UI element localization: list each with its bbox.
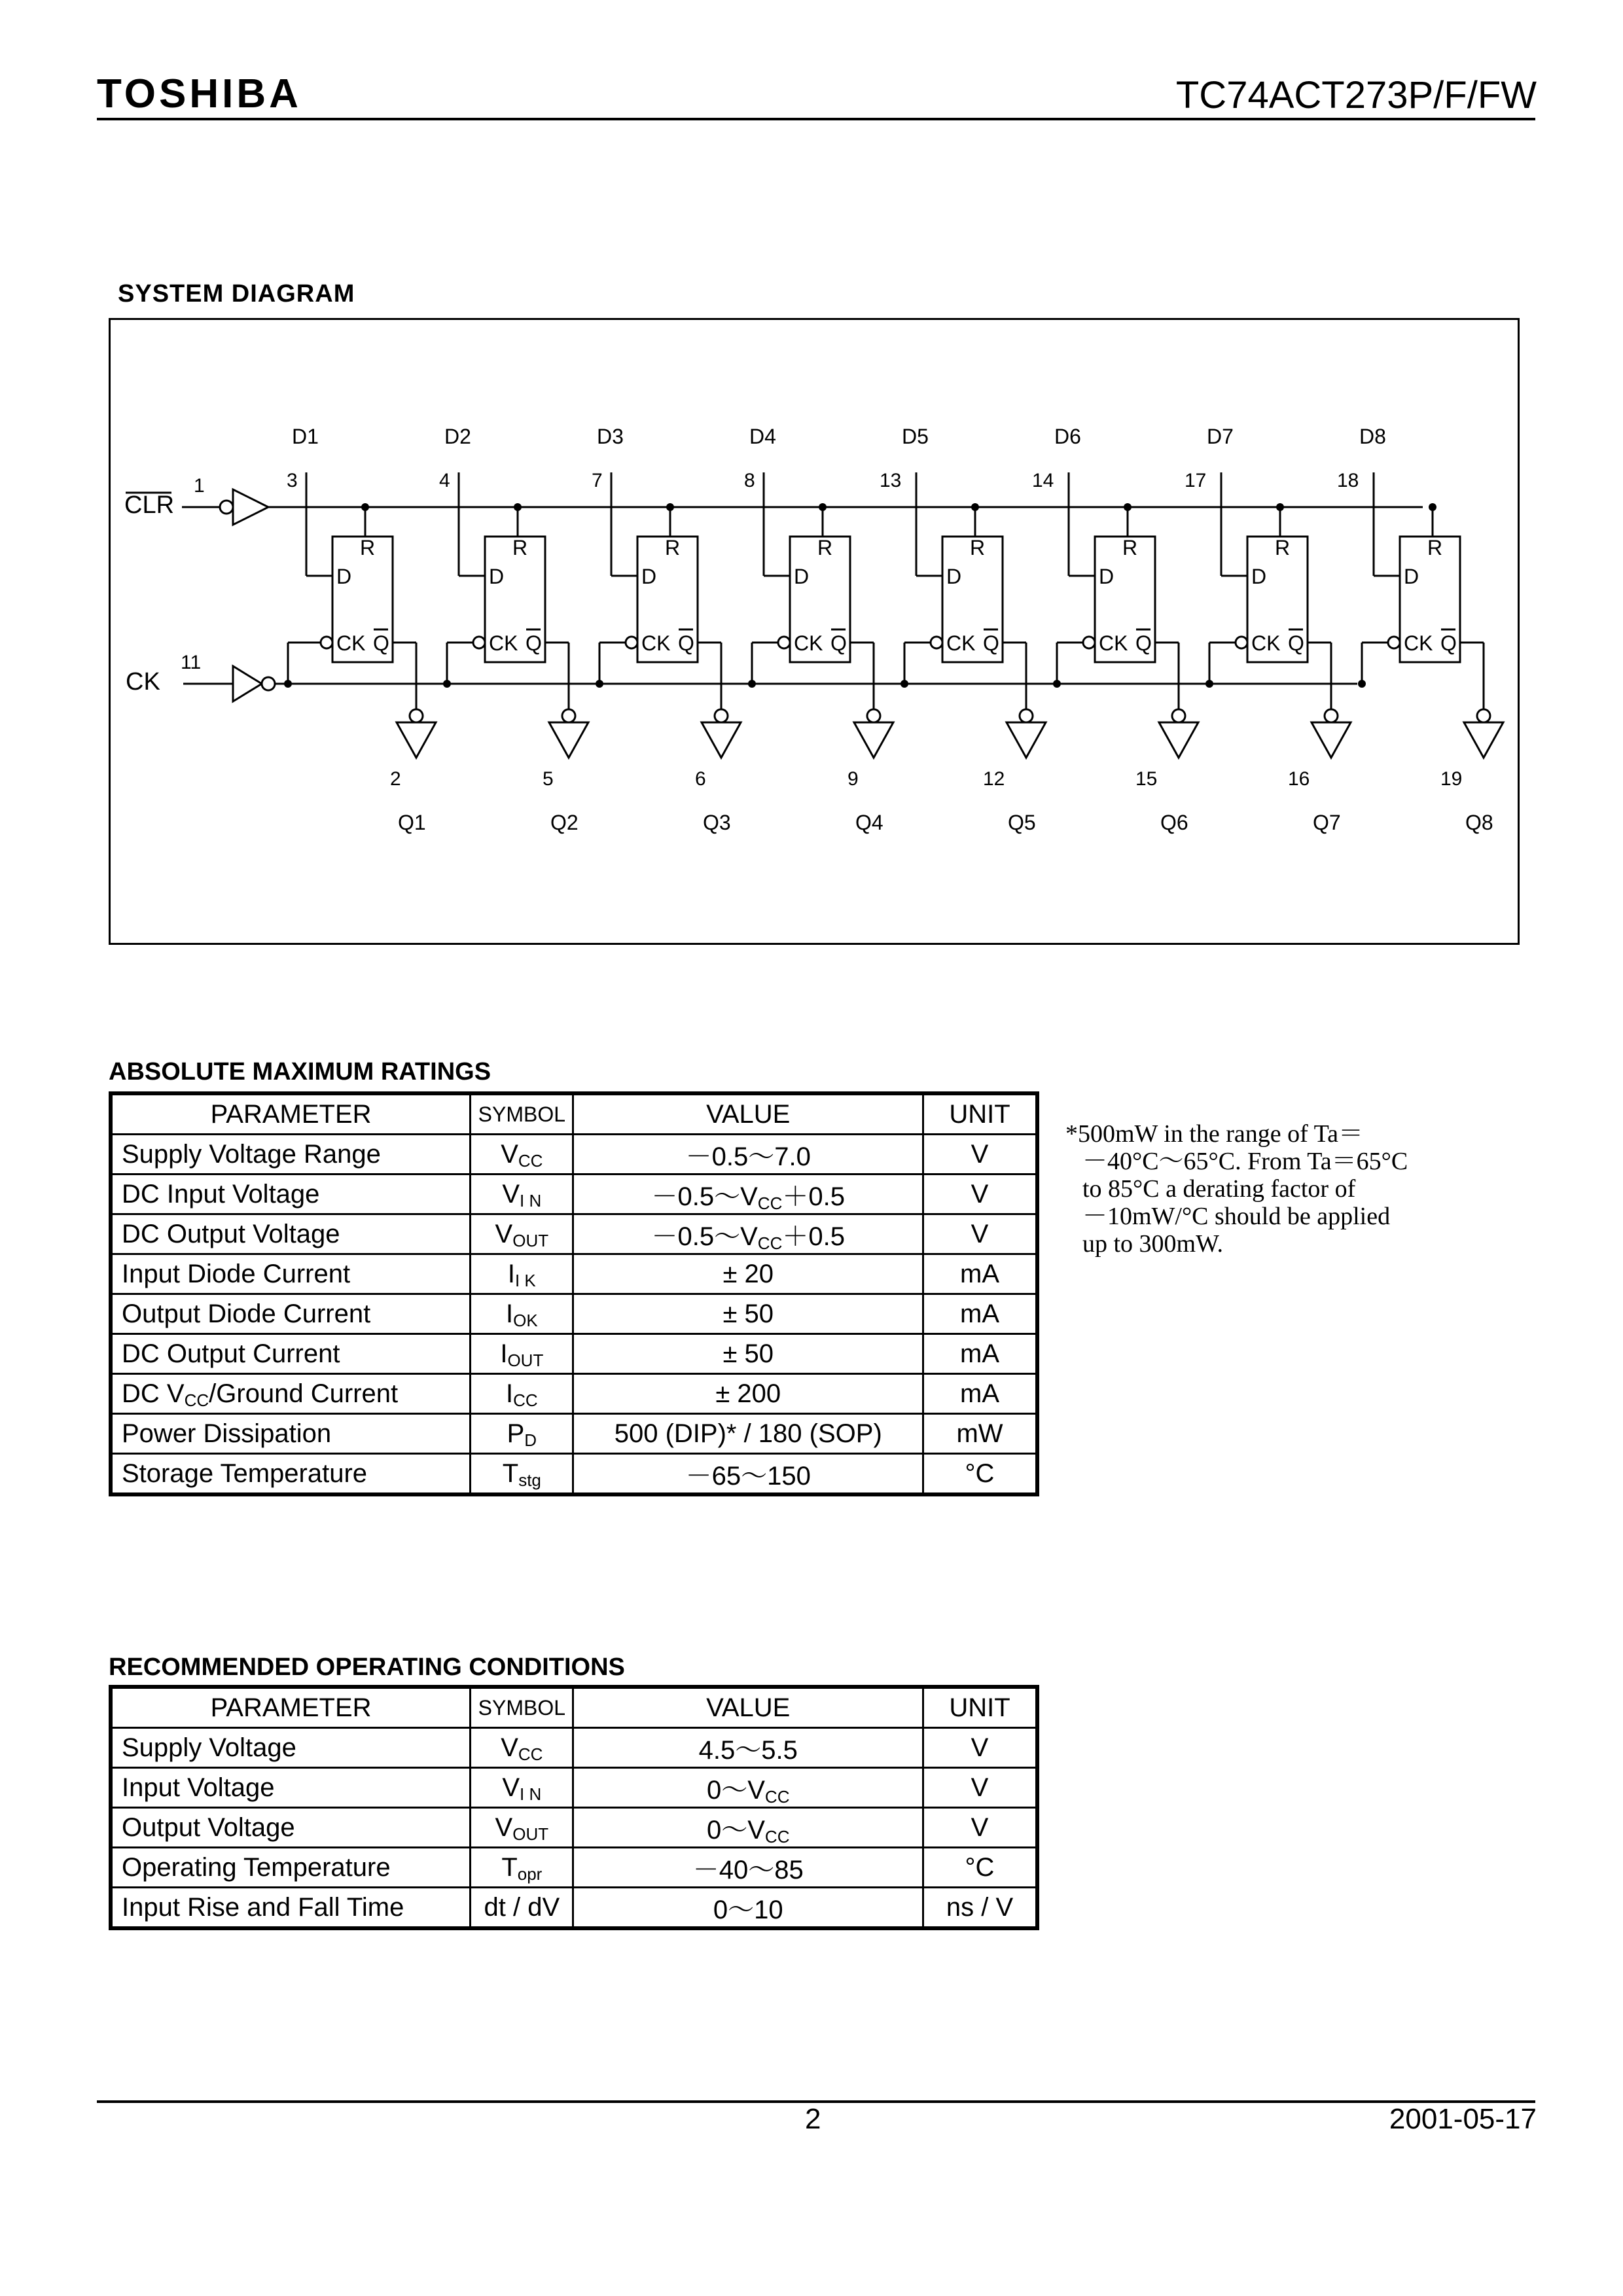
header-parameter: PARAMETER [111,1687,471,1728]
cell-unit: V [923,1174,1038,1214]
table-row [111,1374,1037,1414]
output-buffer [1159,722,1198,758]
footnote-line: to 85°C a derating factor of [1082,1175,1356,1203]
cell-parameter: Operating Temperature [111,1848,471,1888]
ff-data-label: D [489,565,505,588]
cell-parameter: DC $V_{CC}$/Ground Current [111,1374,471,1414]
output-inversion-bubble [410,709,423,722]
d-signal-label: D7 [1207,425,1234,448]
q-signal-label: Q4 [855,811,883,834]
ff-data-label: D [794,565,810,588]
table-row [111,1294,1037,1334]
d-pin-number: 17 [1185,470,1207,491]
q-pin-number: 16 [1288,768,1310,790]
cell-unit: mA [923,1254,1038,1294]
d-pin-number: 7 [592,470,603,491]
output-inversion-bubble [1477,709,1490,722]
header-symbol: SYMBOL [471,1093,573,1135]
cell-symbol: $I_{OUT}$ [471,1334,573,1374]
footnote-line: －10mW/°C should be applied [1082,1203,1391,1230]
ff-reset-label: R [970,536,986,559]
cell-parameter: Power Dissipation [111,1414,471,1454]
q-signal-label: Q7 [1313,811,1341,834]
part-number: TC74ACT273P/F/FW [1175,74,1537,116]
ff-clock-label: CK [946,631,976,655]
ff-reset-label: R [360,536,376,559]
table-row [111,1728,1037,1768]
table-row [111,1848,1037,1888]
cell-unit: V [923,1808,1038,1848]
ff-output-label: Q [526,631,542,655]
d-pin-number: 4 [439,470,450,491]
ff-clock-label: CK [1404,631,1433,655]
ff-reset-label: R [817,536,833,559]
header-parameter: PARAMETER [111,1093,471,1135]
ck-label: CK [126,668,160,696]
brand-logo: TOSHIBA [97,71,302,116]
cell-parameter: DC Output Voltage [111,1214,471,1254]
cell-parameter: Output Diode Current [111,1294,471,1334]
cell-parameter: Input Diode Current [111,1254,471,1294]
clr-inversion-bubble [220,501,233,514]
output-inversion-bubble [1172,709,1185,722]
cell-unit: mW [923,1414,1038,1454]
d-signal-label: D1 [292,425,319,448]
d-signal-label: D2 [444,425,471,448]
ff-data-label: D [1404,565,1419,588]
output-inversion-bubble [1325,709,1338,722]
cell-value: ± 20 [573,1254,923,1294]
table-row [111,1135,1037,1174]
ff-output-label: Q [1288,631,1304,655]
ck-inversion-bubble [1236,637,1247,648]
table-row [111,1414,1037,1454]
table-row [111,1214,1037,1254]
cell-value: 4.5～5.5 [573,1728,923,1768]
d-pin-number: 13 [880,470,902,491]
d-signal-label: D4 [749,425,776,448]
ff-data-label: D [641,565,657,588]
d-pin-number: 3 [287,470,298,491]
q-signal-label: Q6 [1160,811,1188,834]
cell-symbol: $I_{OK}$ [471,1294,573,1334]
output-buffer [1311,722,1351,758]
cell-symbol: $T_{stg}$ [471,1454,573,1495]
cell-symbol: $V_{I N}$ [471,1768,573,1808]
q-pin-number: 2 [390,768,401,790]
table-row [111,1334,1037,1374]
ck-inversion-bubble [262,677,275,690]
header-unit: UNIT [923,1687,1038,1728]
ff-output-label: Q [1440,631,1457,655]
q-pin-number: 5 [543,768,554,790]
roc-table [109,1685,1039,1930]
output-buffer [1007,722,1046,758]
table-row [111,1888,1037,1929]
table-header-row [111,1093,1037,1135]
ff-output-label: Q [373,631,389,655]
cell-parameter: Supply Voltage [111,1728,471,1768]
ff-data-label: D [946,565,962,588]
power-dissipation-footnote [1065,1120,1497,1258]
table-row [111,1768,1037,1808]
q-signal-label: Q3 [703,811,731,834]
cell-unit: mA [923,1374,1038,1414]
ck-inversion-bubble [473,637,485,648]
output-buffer [702,722,741,758]
footnote-line: *500mW in the range of Ta＝ [1065,1120,1363,1148]
footnote-line: －40°C～65°C. From Ta＝65°C [1082,1148,1408,1175]
cell-symbol: $I_{I K}$ [471,1254,573,1294]
ff-clock-label: CK [794,631,823,655]
cell-value: $-0.5\sim V_{CC}+0.5$ [573,1214,923,1254]
ck-inversion-bubble [321,637,332,648]
table-row [111,1254,1037,1294]
clr-pin: 1 [194,475,205,497]
d-pin-number: 18 [1337,470,1359,491]
ck-inversion-bubble [1083,637,1095,648]
ff-reset-label: R [1122,536,1138,559]
cell-value: 500 (DIP)* / 180 (SOP) [573,1414,923,1454]
output-inversion-bubble [1020,709,1033,722]
cell-symbol: $P_D$ [471,1414,573,1454]
header-value: VALUE [573,1687,923,1728]
ck-inversion-bubble [1388,637,1400,648]
ff-reset-label: R [512,536,528,559]
ff-reset-label: R [1275,536,1291,559]
footnote-line: up to 300mW. [1082,1230,1223,1258]
cell-unit: V [923,1728,1038,1768]
ff-reset-label: R [1427,536,1443,559]
output-inversion-bubble [562,709,575,722]
cell-symbol: $V_{I N}$ [471,1174,573,1214]
cell-value: $-0.5\sim V_{CC}+0.5$ [573,1174,923,1214]
ff-output-label: Q [830,631,847,655]
roc-title: RECOMMENDED OPERATING CONDITIONS [109,1653,625,1681]
cell-symbol: $V_{OUT}$ [471,1214,573,1254]
cell-unit: mA [923,1334,1038,1374]
cell-value: ± 200 [573,1374,923,1414]
cell-symbol: $V_{CC}$ [471,1135,573,1174]
output-buffer [549,722,588,758]
ff-clock-label: CK [336,631,366,655]
ff-output-label: Q [1135,631,1152,655]
output-buffer [1464,722,1503,758]
ff-data-label: D [1251,565,1267,588]
q-pin-number: 19 [1440,768,1463,790]
output-buffer [397,722,436,758]
ff-output-label: Q [678,631,694,655]
revision-date: 2001-05-17 [1389,2103,1537,2135]
d-signal-label: D8 [1359,425,1386,448]
amr-table [109,1091,1039,1496]
header-unit: UNIT [923,1093,1038,1135]
ff-reset-label: R [665,536,681,559]
amr-title: ABSOLUTE MAXIMUM RATINGS [109,1058,491,1086]
q-signal-label: Q8 [1465,811,1493,834]
cell-value: －65～150 [573,1454,923,1495]
cell-value: $0\sim V_{CC}$ [573,1808,923,1848]
cell-parameter: Supply Voltage Range [111,1135,471,1174]
ck-inversion-bubble [778,637,790,648]
cell-unit: V [923,1135,1038,1174]
ff-clock-label: CK [1099,631,1128,655]
cell-value: $0\sim V_{CC}$ [573,1768,923,1808]
q-signal-label: Q2 [550,811,579,834]
d-pin-number: 8 [744,470,755,491]
cell-parameter: Output Voltage [111,1808,471,1848]
cell-symbol: $I_{CC}$ [471,1374,573,1414]
ck-inversion-bubble [931,637,942,648]
q-signal-label: Q1 [398,811,426,834]
header-symbol: SYMBOL [471,1687,573,1728]
d-signal-label: D6 [1054,425,1081,448]
ff-data-label: D [336,565,352,588]
table-row [111,1808,1037,1848]
ck-inversion-bubble [626,637,637,648]
d-signal-label: D5 [902,425,929,448]
cell-value: －0.5～7.0 [573,1135,923,1174]
cell-unit: ns / V [923,1888,1038,1929]
table-row [111,1454,1037,1495]
cell-value: ± 50 [573,1294,923,1334]
header-value: VALUE [573,1093,923,1135]
q-pin-number: 12 [983,768,1005,790]
ff-clock-label: CK [641,631,671,655]
cell-symbol: dt / dV [471,1888,573,1929]
d-signal-label: D3 [597,425,624,448]
page-number: 2 [805,2103,821,2135]
cell-parameter: Input Rise and Fall Time [111,1888,471,1929]
ck-buffer [233,666,262,701]
output-buffer [854,722,893,758]
cell-symbol: $T_{opr}$ [471,1848,573,1888]
table-header-row [111,1687,1037,1728]
cell-parameter: Input Voltage [111,1768,471,1808]
q-signal-label: Q5 [1008,811,1036,834]
ff-clock-label: CK [489,631,518,655]
cell-unit: °C [923,1454,1038,1495]
output-inversion-bubble [867,709,880,722]
cell-symbol: $V_{CC}$ [471,1728,573,1768]
ff-output-label: Q [983,631,999,655]
cell-unit: V [923,1214,1038,1254]
cell-unit: °C [923,1848,1038,1888]
d-pin-number: 14 [1032,470,1054,491]
cell-value: 0～10 [573,1888,923,1929]
system-diagram-title: SYSTEM DIAGRAM [118,280,355,308]
ck-pin: 11 [181,652,202,673]
ff-data-label: D [1099,565,1115,588]
cell-parameter: DC Input Voltage [111,1174,471,1214]
cell-symbol: $V_{OUT}$ [471,1808,573,1848]
q-pin-number: 9 [847,768,859,790]
output-inversion-bubble [715,709,728,722]
cell-unit: mA [923,1294,1038,1334]
q-pin-number: 15 [1135,768,1158,790]
clr-label: CLR [124,491,175,519]
table-row [111,1174,1037,1214]
cell-value: ± 50 [573,1334,923,1374]
ff-clock-label: CK [1251,631,1281,655]
cell-unit: V [923,1768,1038,1808]
cell-value: －40～85 [573,1848,923,1888]
cell-parameter: Storage Temperature [111,1454,471,1495]
clr-buffer [233,489,268,525]
q-pin-number: 6 [695,768,706,790]
cell-parameter: DC Output Current [111,1334,471,1374]
